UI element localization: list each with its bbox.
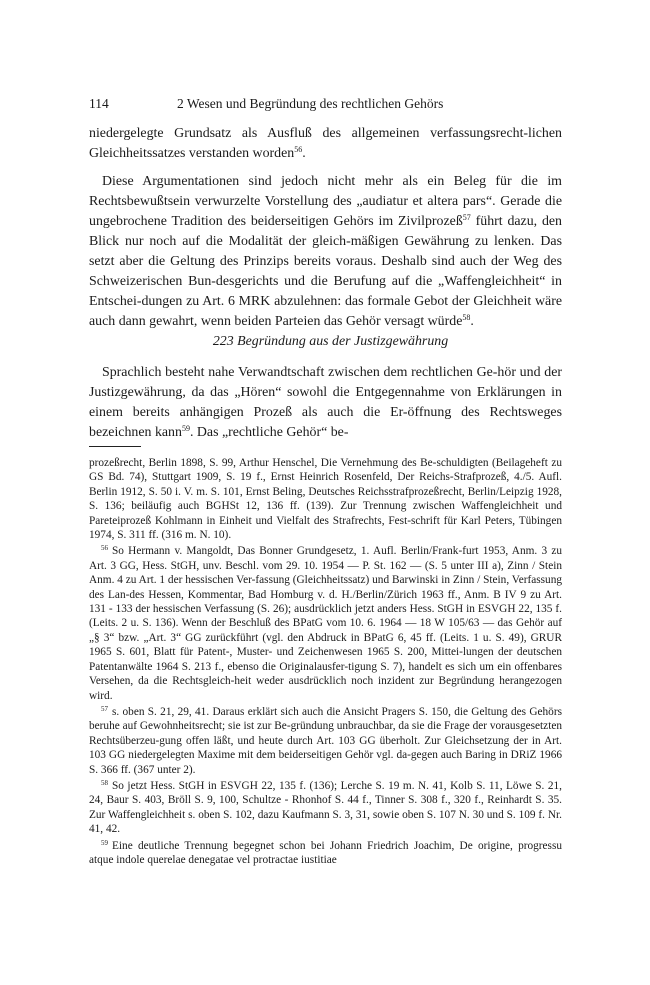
paragraph-2: Diese Argumentationen sind jedoch nicht mehr als ein Beleg für die im Rechtsbewußtsein verwurzelte Vorstellung des „audiatur et altera pars“. Gerade die ungebrochene Tradition des beiderseitigen Gehörs im Zivilprozeß$^{57}$ führt dazu, den Blick nur noch auf die Modalität der gleich-mäßigen Gewährung zu lenken. Das setzt aber die Geltung des Prinzips bereits voraus. Deshalb sind auch der Weg des Schweizerischen Bun-desgerichts und die Berufung auf die „Waffengleichheit“ in Entschei-dungen zu Art. 6 MRK abzulehnen: das formale Gebot der Gleichheit wäre auch dann gewahrt, wenn beiden Parteien das Gehör versagt würde$^{58}$.: [89, 174, 563, 329]
footnote-59: $^{59}$ Eine deutliche Trennung begegnet schon bei Johann Friedrich Joachim, De origine, progressu atque indole querelae denegatae vel protractae iustitiae: [89, 838, 562, 866]
page-number: 114: [89, 96, 109, 111]
footnote-ref-57: 57: [462, 213, 471, 222]
section-heading: 223 Begründung aus der Justizgewährung: [212, 334, 449, 349]
footnote-mark: 56: [101, 544, 108, 553]
footnote-ref-56: 56: [294, 145, 303, 154]
footnote-mark: 59: [101, 838, 108, 847]
footnote-ref-59: 59: [181, 424, 190, 433]
footnote-mark: 58: [101, 778, 108, 787]
footnote-mark: 57: [101, 704, 108, 713]
footnote-58: $^{58}$ So jetzt Hess. StGH in ESVGH 22, 135 f. (136); Lerche S. 19 m. N. 41, Kolb S. 11, Löwe S. 21, 24, Baur S. 403, Bröll S. 9, 100, Schultze - Rhonhof S. 44 f., Tinner S. 308 f., 320 f., Reinhardt S. 35. Zur Waffengleichheit s. oben S. 102, dazu Kaufmann S. 3, 31, sowie oben S. 107 N. 30 und S. 109 f. Nr. 41, 42.: [89, 778, 562, 836]
paragraph-1: niedergelegte Grundsatz als Ausfluß des allgemeinen verfassungsrecht-lichen Gleichheitssatzes verstanden worden$^{56}$.: [89, 126, 562, 161]
footnote-continued: prozeßrecht, Berlin 1898, S. 99, Arthur Henschel, Die Vernehmung des Be-schuldigten (Beilageheft zu GS Bd. 74), Stuttgart 1909, S. 19 f., Ernst Heinrich Rosenfeld, Der Reichs-Strafprozeß, 4./5. Aufl. Berlin 1912, S. 50 i. V. m. S. 101, Ernst Beling, Deutsches Reichsstrafprozeßrecht, Berlin/Leipzig 1928, S. 136; beiläufig auch BGHSt 12, 136 ff. (139). Zur Trennung zwischen Waffengleichheit und Pareteiprozeß Kohlmann in Einheit und Vielfalt des Strafrechts, Fest-schrift für Karl Peters, Tübingen 1974, S. 311 ff. (316 m. N. 10).: [89, 457, 562, 542]
paragraph-3: Sprachlich besteht nahe Verwandtschaft zwischen dem rechtlichen Ge-hör und der Justizgewährung, da das „Hören“ sowohl die Entgegennahme von Erklärungen in einem bereits anhängigen Prozeß als auch die Er-öffnung des Rechtsweges bezeichnen kann$^{59}$. Das „rechtliche Gehör“ be-: [89, 365, 562, 440]
main-text: [89, 124, 562, 443]
footnote-57: $^{57}$ s. oben S. 21, 29, 41. Daraus erklärt sich auch die Ansicht Pragers S. 150, die Geltung des Gehörs beruhe auf Gewohnheitsrecht; sie ist zur Be-gründung unbrauchbar, da sie die Frage der vorausgesetzten Rechtsüberzeu-gung offen läßt, und heute durch Art. 103 GG überholt. Zur Gleichsetzung der in Art. 103 GG niedergelegten Maxime mit dem beiderseitigen Gehör vgl. da-gegen auch Baring in DRiZ 1966 S. 366 ff. (367 unter 2).: [89, 704, 562, 776]
footnote-ref-58: 58: [462, 313, 471, 322]
footnotes: [89, 456, 562, 867]
footnote-56: $^{56}$ So Hermann v. Mangoldt, Das Bonner Grundgesetz, 1. Aufl. Berlin/Frank-furt 1953, Anm. 3 zu Art. 3 GG, Hess. StGH, unv. Beschl. vom 29. 10. 1954 — P. St. 162 — (S. 5 unter III a), Zinn / Stein Anm. 4 zu Art. 1 der hessischen Ver-fassung (Gleichheitssatz) und Barwinski in Zinn / Stein, Verfassung des Lan-des Hessen, Kommentar, Bad Homburg v. d. H./Berlin/Zürich 1963 ff., Anm. B IV 9 zu Art. 131 - 133 der hessischen Verfassung (S. 26); ausdrücklich jetzt anders Hess. StGH in ESVGH 22, 135 f. (Leits. 2 u. S. 136). Wenn der Beschluß des BPatG vom 10. 6. 1964 — 18 W 105/63 — das Gehör auf „§ 3“ bzw. „Art. 3“ GG zurückführt (vgl. den Abdruck in BPatG 6, 45 ff. (Leits. 1 u. S. 49), GRUR 1965 S. 601, Blatt für Patent-, Muster- und Zeichenwesen 1965 S. 200, Mittei-lungen der deutschen Patentanwälte 1964 S. 213 f., ebenso die Originalausfer-tigung S. 7), handelt es sich um ein offenbares Versehen, da die Rechtsgleich-heit weder ausdrücklich noch inzident zur Begründung herangezogen wird.: [89, 544, 562, 702]
running-title: 2 Wesen und Begründung des rechtlichen Gehörs: [177, 96, 444, 111]
footnote-separator: [89, 446, 141, 447]
